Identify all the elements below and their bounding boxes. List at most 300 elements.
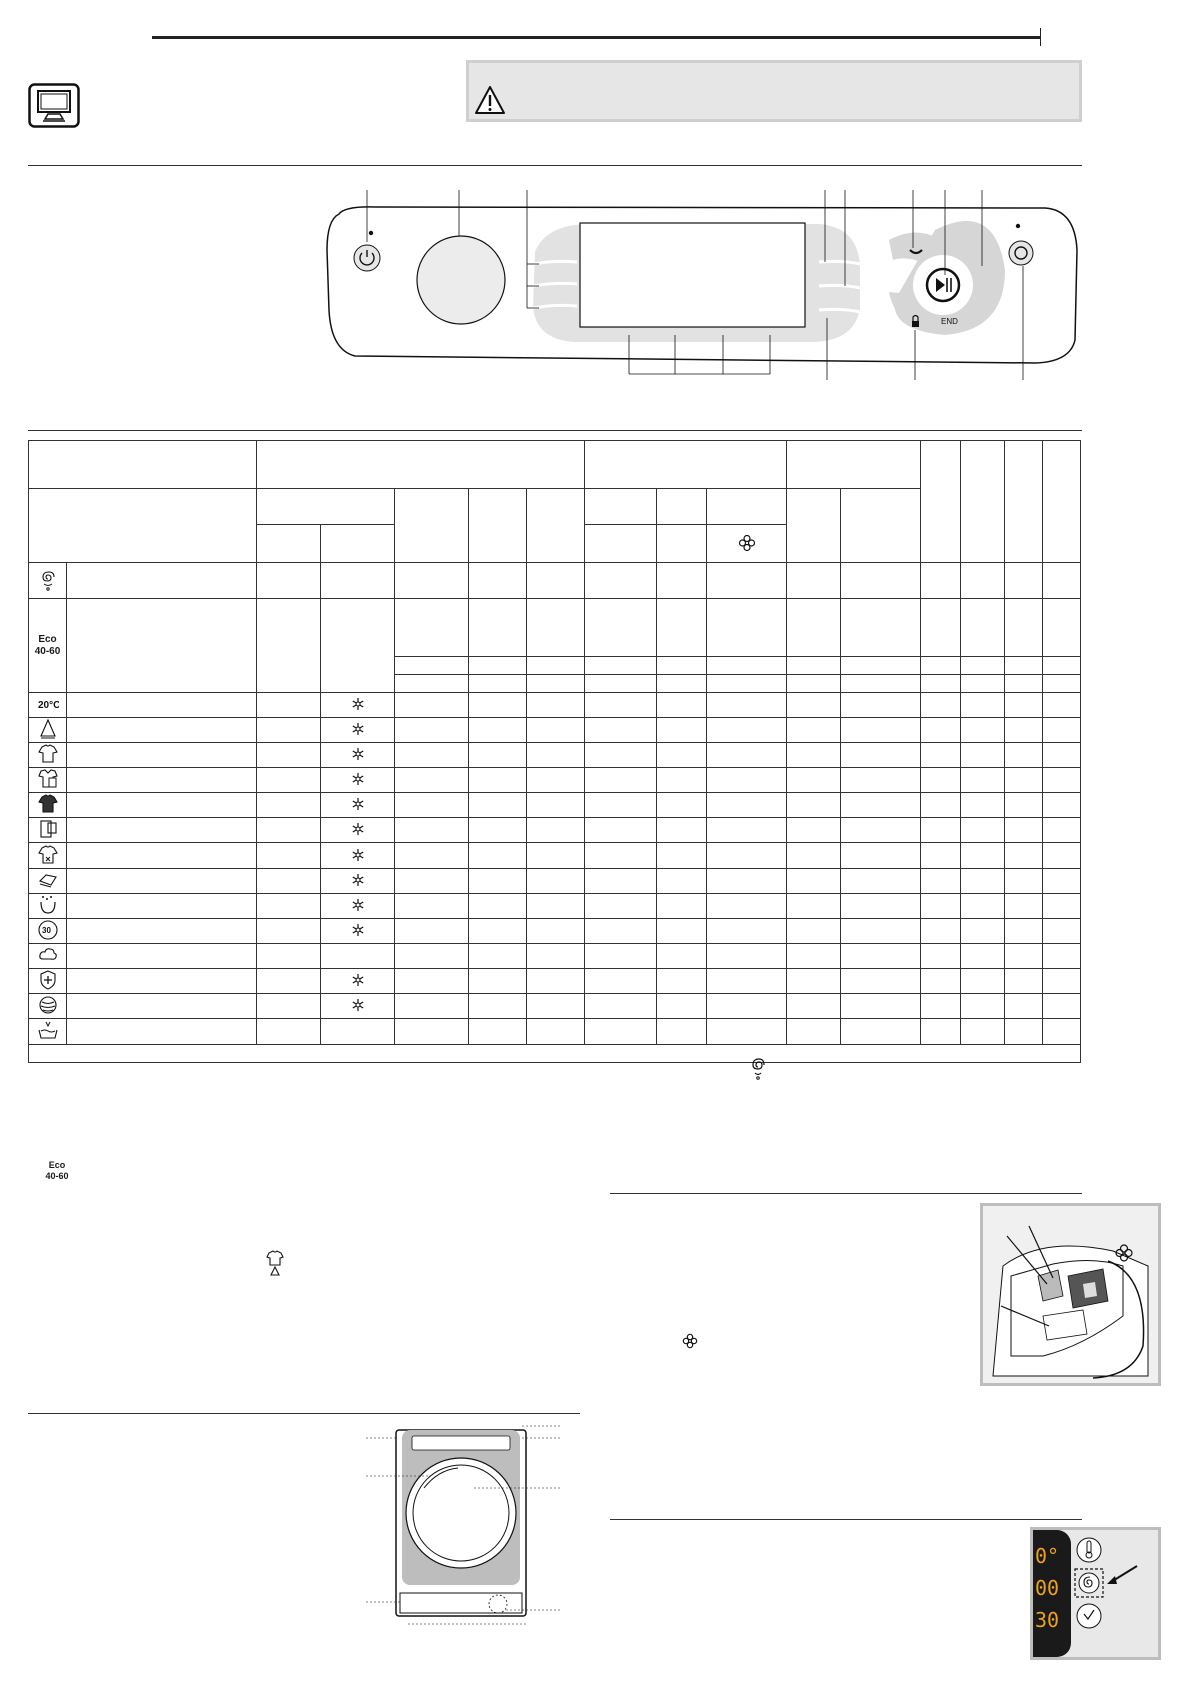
delicate-icon xyxy=(37,844,59,866)
table-cell xyxy=(921,869,961,894)
program-name-cell xyxy=(67,793,257,818)
table-cell xyxy=(657,994,707,1019)
table-row xyxy=(29,743,1081,768)
table-cell xyxy=(787,818,841,843)
table-cell xyxy=(527,793,585,818)
table-cell xyxy=(961,768,1005,793)
table-cell xyxy=(841,793,921,818)
table-cell xyxy=(921,768,961,793)
table-cell xyxy=(787,793,841,818)
table-cell xyxy=(585,919,657,944)
table-cell xyxy=(1043,718,1081,743)
table-cell xyxy=(469,944,527,969)
table-cell xyxy=(585,599,657,657)
wool-icon xyxy=(37,994,59,1016)
table-cell xyxy=(527,599,585,657)
30min-icon xyxy=(37,919,59,941)
table-cell xyxy=(841,599,921,657)
table-row xyxy=(29,818,1081,843)
table-cell xyxy=(921,743,961,768)
table-cell xyxy=(921,657,961,675)
temp-default-cell xyxy=(257,818,321,843)
table-row xyxy=(29,793,1081,818)
snowflake-icon xyxy=(351,822,365,836)
washing-machine-illustration xyxy=(366,1418,566,1630)
warning-box xyxy=(466,60,1082,122)
hygiene-icon xyxy=(37,969,59,991)
table-cell xyxy=(787,657,841,675)
table-cell xyxy=(469,657,527,675)
table-cell xyxy=(395,869,469,894)
snowflake-icon xyxy=(351,722,365,736)
temp-default-cell xyxy=(257,994,321,1019)
table-cell xyxy=(787,1019,841,1045)
table-cell xyxy=(527,675,585,693)
program-icon-cell xyxy=(29,969,67,994)
table-cell xyxy=(585,994,657,1019)
table-cell xyxy=(469,894,527,919)
table-cell xyxy=(707,693,787,718)
table-cell xyxy=(787,768,841,793)
header-col-15 xyxy=(1005,441,1043,563)
temp-range-cell xyxy=(321,894,395,919)
table-cell xyxy=(657,1019,707,1045)
program-icon-cell xyxy=(29,693,67,718)
table-cell xyxy=(841,944,921,969)
jacket-icon xyxy=(37,818,59,840)
table-cell xyxy=(585,869,657,894)
table-cell xyxy=(787,563,841,599)
table-cell xyxy=(787,994,841,1019)
table-cell xyxy=(585,657,657,675)
table-cell xyxy=(841,718,921,743)
table-cell xyxy=(1043,657,1081,675)
table-cell xyxy=(1043,675,1081,693)
eco-label-1: Eco xyxy=(48,1160,66,1170)
control-panel-illustration xyxy=(315,190,1085,380)
table-cell xyxy=(469,969,527,994)
baby-icon xyxy=(37,894,59,916)
table-cell xyxy=(585,743,657,768)
table-cell xyxy=(707,563,787,599)
table-cell xyxy=(657,743,707,768)
table-cell xyxy=(527,693,585,718)
table-cell xyxy=(395,768,469,793)
header-col-16 xyxy=(1043,441,1081,563)
table-cell xyxy=(1043,869,1081,894)
table-cell xyxy=(1043,563,1081,599)
softener-flower-icon xyxy=(738,534,756,552)
table-cell xyxy=(395,944,469,969)
table-cell xyxy=(961,1019,1005,1045)
table-cell xyxy=(657,919,707,944)
table-cell xyxy=(1005,793,1043,818)
table-cell xyxy=(585,1019,657,1045)
table-cell xyxy=(527,657,585,675)
table-cell xyxy=(395,718,469,743)
table-cell xyxy=(585,675,657,693)
bedding-icon xyxy=(37,869,59,891)
table-cell xyxy=(961,599,1005,657)
program-icon-cell xyxy=(29,718,67,743)
table-cell xyxy=(921,693,961,718)
table-cell xyxy=(707,919,787,944)
table-cell xyxy=(961,743,1005,768)
table-cell xyxy=(1043,944,1081,969)
table-cell xyxy=(395,1019,469,1045)
snowflake-icon xyxy=(351,697,365,711)
table-cell xyxy=(707,599,787,657)
program-name-cell xyxy=(67,768,257,793)
display-digit-3: 30 xyxy=(1035,1608,1060,1632)
display-digit-2: 00 xyxy=(1035,1576,1060,1600)
table-cell xyxy=(469,718,527,743)
table-cell xyxy=(787,919,841,944)
table-cell xyxy=(707,818,787,843)
table-cell xyxy=(469,994,527,1019)
table-row xyxy=(29,994,1081,1019)
table-cell xyxy=(527,743,585,768)
table-cell xyxy=(657,675,707,693)
temp-range-cell xyxy=(321,969,395,994)
table-cell xyxy=(921,843,961,869)
program-name-cell xyxy=(67,599,257,693)
program-name-cell xyxy=(67,869,257,894)
table-cell xyxy=(707,894,787,919)
table-cell xyxy=(395,657,469,675)
table-cell xyxy=(527,944,585,969)
table-cell xyxy=(395,599,469,657)
table-cell xyxy=(1005,693,1043,718)
table-cell xyxy=(787,743,841,768)
temp-range-cell xyxy=(321,869,395,894)
table-cell xyxy=(707,743,787,768)
table-cell xyxy=(921,894,961,919)
program-name-cell xyxy=(67,944,257,969)
thermometer-icon xyxy=(1077,1538,1101,1562)
program-icon-cell xyxy=(29,599,67,693)
header-col-11 xyxy=(787,489,841,563)
table-row xyxy=(29,1019,1081,1045)
hand-wash-icon xyxy=(37,1020,59,1042)
temp-default-cell xyxy=(257,599,321,693)
table-cell xyxy=(1005,818,1043,843)
table-cell xyxy=(841,843,921,869)
cloud-icon xyxy=(37,944,59,966)
program-name-cell xyxy=(67,718,257,743)
table-cell xyxy=(921,563,961,599)
table-cell xyxy=(395,693,469,718)
program-name-cell xyxy=(67,894,257,919)
program-name-cell xyxy=(67,843,257,869)
table-cell xyxy=(469,675,527,693)
table-cell xyxy=(1005,675,1043,693)
table-body xyxy=(29,563,1081,1045)
monitor-icon xyxy=(28,83,80,128)
program-icon-cell xyxy=(29,869,67,894)
table-cell xyxy=(657,693,707,718)
snowflake-icon xyxy=(351,797,365,811)
program-name-cell xyxy=(67,818,257,843)
eco-icon xyxy=(29,634,66,658)
temp-default-cell xyxy=(257,743,321,768)
temp-range-cell xyxy=(321,693,395,718)
temp-range-cell xyxy=(321,768,395,793)
table-cell xyxy=(787,675,841,693)
program-name-cell xyxy=(67,969,257,994)
display-screen xyxy=(1033,1530,1071,1657)
temp-default-cell xyxy=(257,793,321,818)
temp-default-cell xyxy=(257,894,321,919)
table-cell xyxy=(657,944,707,969)
header-col-6 xyxy=(469,489,527,563)
table-cell xyxy=(585,563,657,599)
table-cell xyxy=(395,994,469,1019)
temp-default-cell xyxy=(257,969,321,994)
table-cell xyxy=(395,818,469,843)
header-col-10 xyxy=(707,489,787,525)
table-cell xyxy=(841,563,921,599)
header-col-13 xyxy=(921,441,961,563)
table-cell xyxy=(1005,869,1043,894)
header-group-2 xyxy=(585,441,787,489)
table-cell xyxy=(657,599,707,657)
table-cell xyxy=(1043,843,1081,869)
temp-range-cell xyxy=(321,599,395,693)
table-cell xyxy=(395,894,469,919)
table-cell xyxy=(469,869,527,894)
table-cell xyxy=(841,818,921,843)
temp-default-cell xyxy=(257,919,321,944)
table-cell xyxy=(469,1019,527,1045)
table-cell xyxy=(1005,718,1043,743)
table-row xyxy=(29,969,1081,994)
table-cell xyxy=(787,599,841,657)
table-cell xyxy=(961,894,1005,919)
section-divider-1 xyxy=(28,165,1082,166)
program-icon-cell xyxy=(29,919,67,944)
table-row xyxy=(29,599,1081,657)
table-row xyxy=(29,718,1081,743)
table-cell xyxy=(841,1019,921,1045)
table-cell xyxy=(585,843,657,869)
table-cell xyxy=(921,675,961,693)
table-cell xyxy=(1043,793,1081,818)
table-cell xyxy=(1005,843,1043,869)
table-footnote xyxy=(29,1045,1081,1063)
table-cell xyxy=(585,793,657,818)
table-row xyxy=(29,693,1081,718)
table-row xyxy=(29,768,1081,793)
table-cell xyxy=(787,969,841,994)
table-cell xyxy=(1005,969,1043,994)
table-cell xyxy=(585,969,657,994)
program-table xyxy=(28,440,1081,1063)
table-cell xyxy=(707,843,787,869)
table-cell xyxy=(657,768,707,793)
table-cell xyxy=(961,843,1005,869)
snowflake-icon xyxy=(351,747,365,761)
warning-triangle-icon xyxy=(474,85,506,115)
table-cell xyxy=(961,563,1005,599)
table-cell xyxy=(1005,599,1043,657)
table-cell xyxy=(1005,894,1043,919)
table-footnote-row xyxy=(29,1045,1081,1063)
eco-label-2: 40-60 xyxy=(34,645,61,657)
20c-icon xyxy=(37,693,59,715)
program-icon-cell xyxy=(29,994,67,1019)
temp-range-cell xyxy=(321,818,395,843)
table-cell xyxy=(707,1019,787,1045)
table-cell xyxy=(1043,969,1081,994)
table-cell xyxy=(657,969,707,994)
table-cell xyxy=(469,768,527,793)
program-icon-cell xyxy=(29,793,67,818)
table-cell xyxy=(1043,994,1081,1019)
header-programs xyxy=(29,441,257,489)
table-cell xyxy=(657,818,707,843)
table-row xyxy=(29,869,1081,894)
temp-default-cell xyxy=(257,843,321,869)
table-cell xyxy=(707,944,787,969)
table-cell xyxy=(921,599,961,657)
temp-default-cell xyxy=(257,1019,321,1045)
table-cell xyxy=(585,768,657,793)
temp-default-cell xyxy=(257,768,321,793)
table-cell xyxy=(1005,919,1043,944)
header-col-9 xyxy=(657,489,707,525)
temp-range-cell xyxy=(321,1019,395,1045)
temp-range-cell xyxy=(321,994,395,1019)
table-cell xyxy=(657,793,707,818)
table-cell xyxy=(1005,657,1043,675)
table-cell xyxy=(841,894,921,919)
table-cell xyxy=(1005,768,1043,793)
table-cell xyxy=(585,944,657,969)
svg-text:20°C: 20°C xyxy=(37,700,59,711)
program-name-cell xyxy=(67,994,257,1019)
table-cell xyxy=(585,894,657,919)
table-cell xyxy=(921,1019,961,1045)
table-row xyxy=(29,944,1081,969)
program-icon-cell xyxy=(29,818,67,843)
table-cell xyxy=(395,563,469,599)
section-divider-2 xyxy=(28,430,1082,431)
table-cell xyxy=(527,894,585,919)
snowflake-icon xyxy=(351,873,365,887)
eco-label-2: 40-60 xyxy=(45,1171,69,1181)
table-cell xyxy=(841,869,921,894)
table-cell xyxy=(961,675,1005,693)
spiral-icon xyxy=(750,1058,766,1080)
display-digit-1: 0° xyxy=(1035,1544,1060,1568)
header-col-7 xyxy=(527,489,585,563)
temp-default-cell xyxy=(257,693,321,718)
table-cell xyxy=(395,969,469,994)
table-cell xyxy=(395,793,469,818)
header-col-8 xyxy=(585,489,657,525)
tshirt-icon xyxy=(37,743,59,765)
table-cell xyxy=(1043,599,1081,657)
header-temp-range xyxy=(321,525,395,563)
table-cell xyxy=(921,994,961,1019)
table-cell xyxy=(921,718,961,743)
table-cell xyxy=(787,718,841,743)
table-cell xyxy=(921,969,961,994)
table-cell xyxy=(527,768,585,793)
program-icon-cell xyxy=(29,768,67,793)
header-col-5 xyxy=(395,489,469,563)
table-row xyxy=(29,843,1081,869)
table-cell xyxy=(841,657,921,675)
table-cell xyxy=(961,944,1005,969)
snowflake-icon xyxy=(351,973,365,987)
dark-tshirt-icon xyxy=(37,793,59,815)
table-cell xyxy=(787,869,841,894)
temp-range-cell xyxy=(321,843,395,869)
table-cell xyxy=(1043,894,1081,919)
spiral-icon xyxy=(1075,1569,1103,1597)
table-cell xyxy=(961,919,1005,944)
temp-range-cell xyxy=(321,944,395,969)
softener-flower-icon-inline xyxy=(682,1333,698,1349)
table-cell xyxy=(395,743,469,768)
table-cell xyxy=(585,693,657,718)
table-row xyxy=(29,563,1081,599)
table-cell xyxy=(787,843,841,869)
cone-icon xyxy=(37,718,59,740)
header-program-name xyxy=(29,489,257,563)
drawer-section-rule xyxy=(610,1193,1082,1194)
table-cell xyxy=(469,919,527,944)
table-cell xyxy=(469,599,527,657)
program-name-cell xyxy=(67,1019,257,1045)
shirt-icon xyxy=(37,768,59,790)
table-cell xyxy=(707,793,787,818)
table-cell xyxy=(657,657,707,675)
snowflake-icon xyxy=(351,772,365,786)
table-cell xyxy=(585,718,657,743)
machine-section-rule xyxy=(28,1413,580,1414)
table-cell xyxy=(527,718,585,743)
table-cell xyxy=(787,944,841,969)
temp-default-cell xyxy=(257,563,321,599)
table-cell xyxy=(395,675,469,693)
program-icon-cell xyxy=(29,944,67,969)
program-icon-cell xyxy=(29,1019,67,1045)
table-cell xyxy=(841,693,921,718)
snowflake-icon xyxy=(351,998,365,1012)
table-cell xyxy=(787,693,841,718)
header-tick xyxy=(1040,28,1041,46)
temp-range-cell xyxy=(321,563,395,599)
table-cell xyxy=(841,743,921,768)
table-cell xyxy=(657,869,707,894)
table-cell xyxy=(841,768,921,793)
temp-range-cell xyxy=(321,743,395,768)
header-temp-default xyxy=(257,525,321,563)
header-group-3 xyxy=(787,441,921,489)
table-cell xyxy=(921,818,961,843)
table-cell xyxy=(1005,1019,1043,1045)
table-cell xyxy=(657,718,707,743)
table-row xyxy=(29,894,1081,919)
table-cell xyxy=(527,1019,585,1045)
table-cell xyxy=(657,563,707,599)
table-cell xyxy=(395,919,469,944)
program-name-cell xyxy=(67,919,257,944)
temp-default-cell xyxy=(257,944,321,969)
